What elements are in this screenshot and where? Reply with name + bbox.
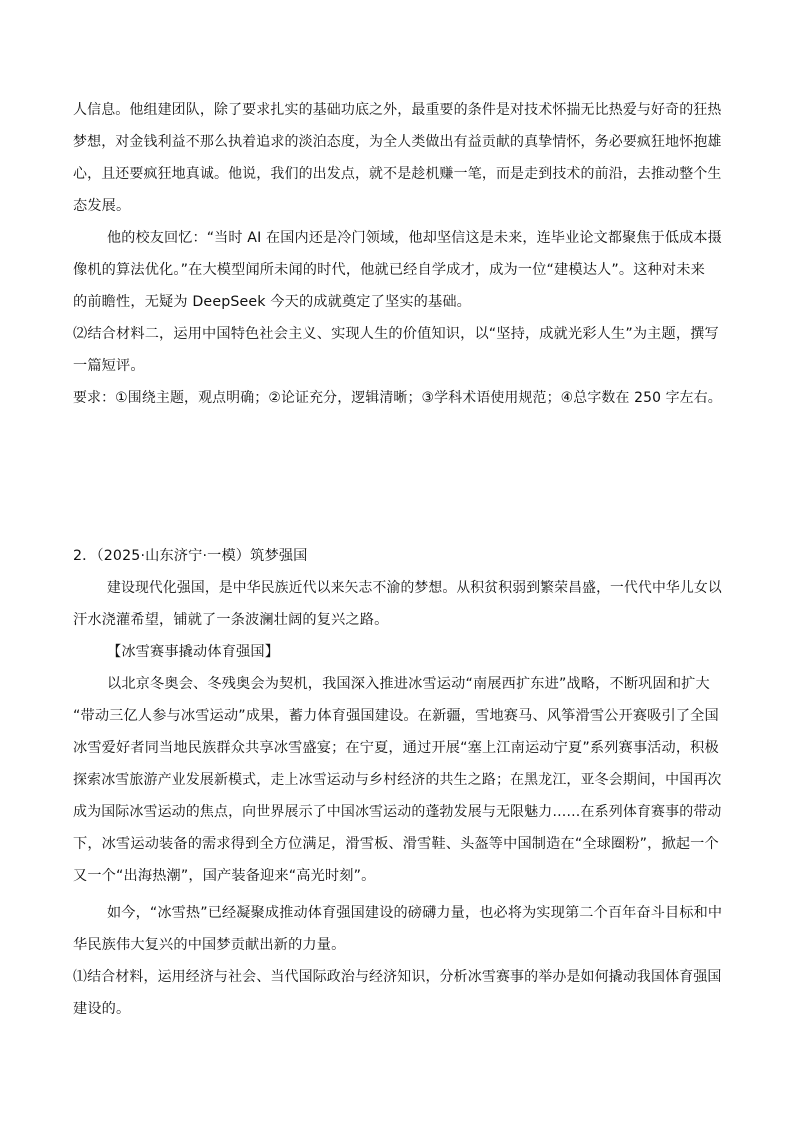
paragraph-line: 冰雪爱好者同当地民族群众共享冰雪盛宴；在宁夏，通过开展“塞上江南运动宁夏”系列赛事活动，积极 [73, 740, 719, 756]
paragraph-line: 人信息。他组建团队，除了要求扎实的基础功底之外，最重要的条件是对技术怀揣无比热爱与好奇的狂热 [73, 102, 722, 118]
paragraph-line: 像机的算法优化。”在大模型闻所未闻的时代，他就已经自学成才，成为一位“建模达人”。这种对未来 [73, 262, 705, 278]
paragraph-line: 他的校友回忆：“当时 AI 在国内还是冷门领域，他却坚信这是未来，连毕业论文都聚焦于低成本摄 [107, 230, 722, 246]
question-2-line: ⑵结合材料二，运用中国特色社会主义、实现人生的价值知识，以“坚持，成就光彩人生”为主题，撰写 [73, 326, 719, 342]
paragraph-line: 下，冰雪运动装备的需求得到全方位满足，滑雪板、滑雪鞋、头盔等中国制造在“全球圈粉”，掀起一个 [73, 836, 719, 852]
question-heading: 2．（2025·山东济宁·一模）筑梦强国 [73, 548, 308, 564]
paragraph-line: 的前瞻性，无疑为 DeepSeek 今天的成就奠定了坚实的基础。 [73, 294, 472, 310]
paragraph-line: 成为国际冰雪运动的焦点，向世界展示了中国冰雪运动的蓬勃发展与无限魅力……在系列体育赛事的带动 [73, 804, 722, 820]
paragraph-line: 以北京冬奥会、冬残奥会为契机，我国深入推进冰雪运动“南展西扩东进”战略，不断巩固和扩大 [107, 676, 710, 692]
requirements-text: 要求：①围绕主题，观点明确；②论证充分，逻辑清晰；③学科术语使用规范；④总字数在 250 字左右。 [73, 390, 722, 406]
paragraph-line: 建设现代化强国，是中华民族近代以来矢志不渝的梦想。从积贫积弱到繁荣昌盛，一代代中华儿女以 [107, 580, 722, 596]
question-1-line: ⑴结合材料，运用经济与社会、当代国际政治与经济知识，分析冰雪赛事的举办是如何撬动我国体育强国 [73, 969, 722, 985]
paragraph-line: 华民族伟大复兴的中国梦贡献出新的力量。 [73, 937, 346, 953]
paragraph-line: 汗水浇灌希望，铺就了一条波澜壮阔的复兴之路。 [73, 612, 389, 628]
paragraph-line: 如今，“冰雪热”已经凝聚成推动体育强国建设的磅礴力量，也必将为实现第二个百年奋斗目标和中 [107, 905, 723, 921]
paragraph-line: 态发展。 [73, 198, 131, 214]
paragraph-line: 心，且还要疯狂地真诚。他说，我们的出发点，就不是趁机赚一笔，而是走到技术的前沿，去推动整个生 [73, 166, 722, 182]
paragraph-line: “带动三亿人参与冰雪运动”成果，蓄力体育强国建设。在新疆，雪地赛马、风筝滑雪公开赛吸引了全国 [73, 708, 719, 724]
question-2-line: 一篇短评。 [73, 358, 145, 374]
material-subheading: 【冰雪赛事撬动体育强国】 [107, 644, 280, 660]
paragraph-line: 探索冰雪旅游产业发展新模式，走上冰雪运动与乡村经济的共生之路；在黑龙江，亚冬会期间，中国再次 [73, 772, 722, 788]
question-1-line: 建设的。 [73, 1001, 131, 1017]
paragraph-line: 梦想，对金钱利益不那么执着追求的淡泊态度，为全人类做出有益贡献的真挚情怀，务必要疯狂地怀抱雄 [73, 134, 722, 150]
paragraph-line: 又一个“出海热潮”，国产装备迎来“高光时刻”。 [73, 868, 376, 884]
